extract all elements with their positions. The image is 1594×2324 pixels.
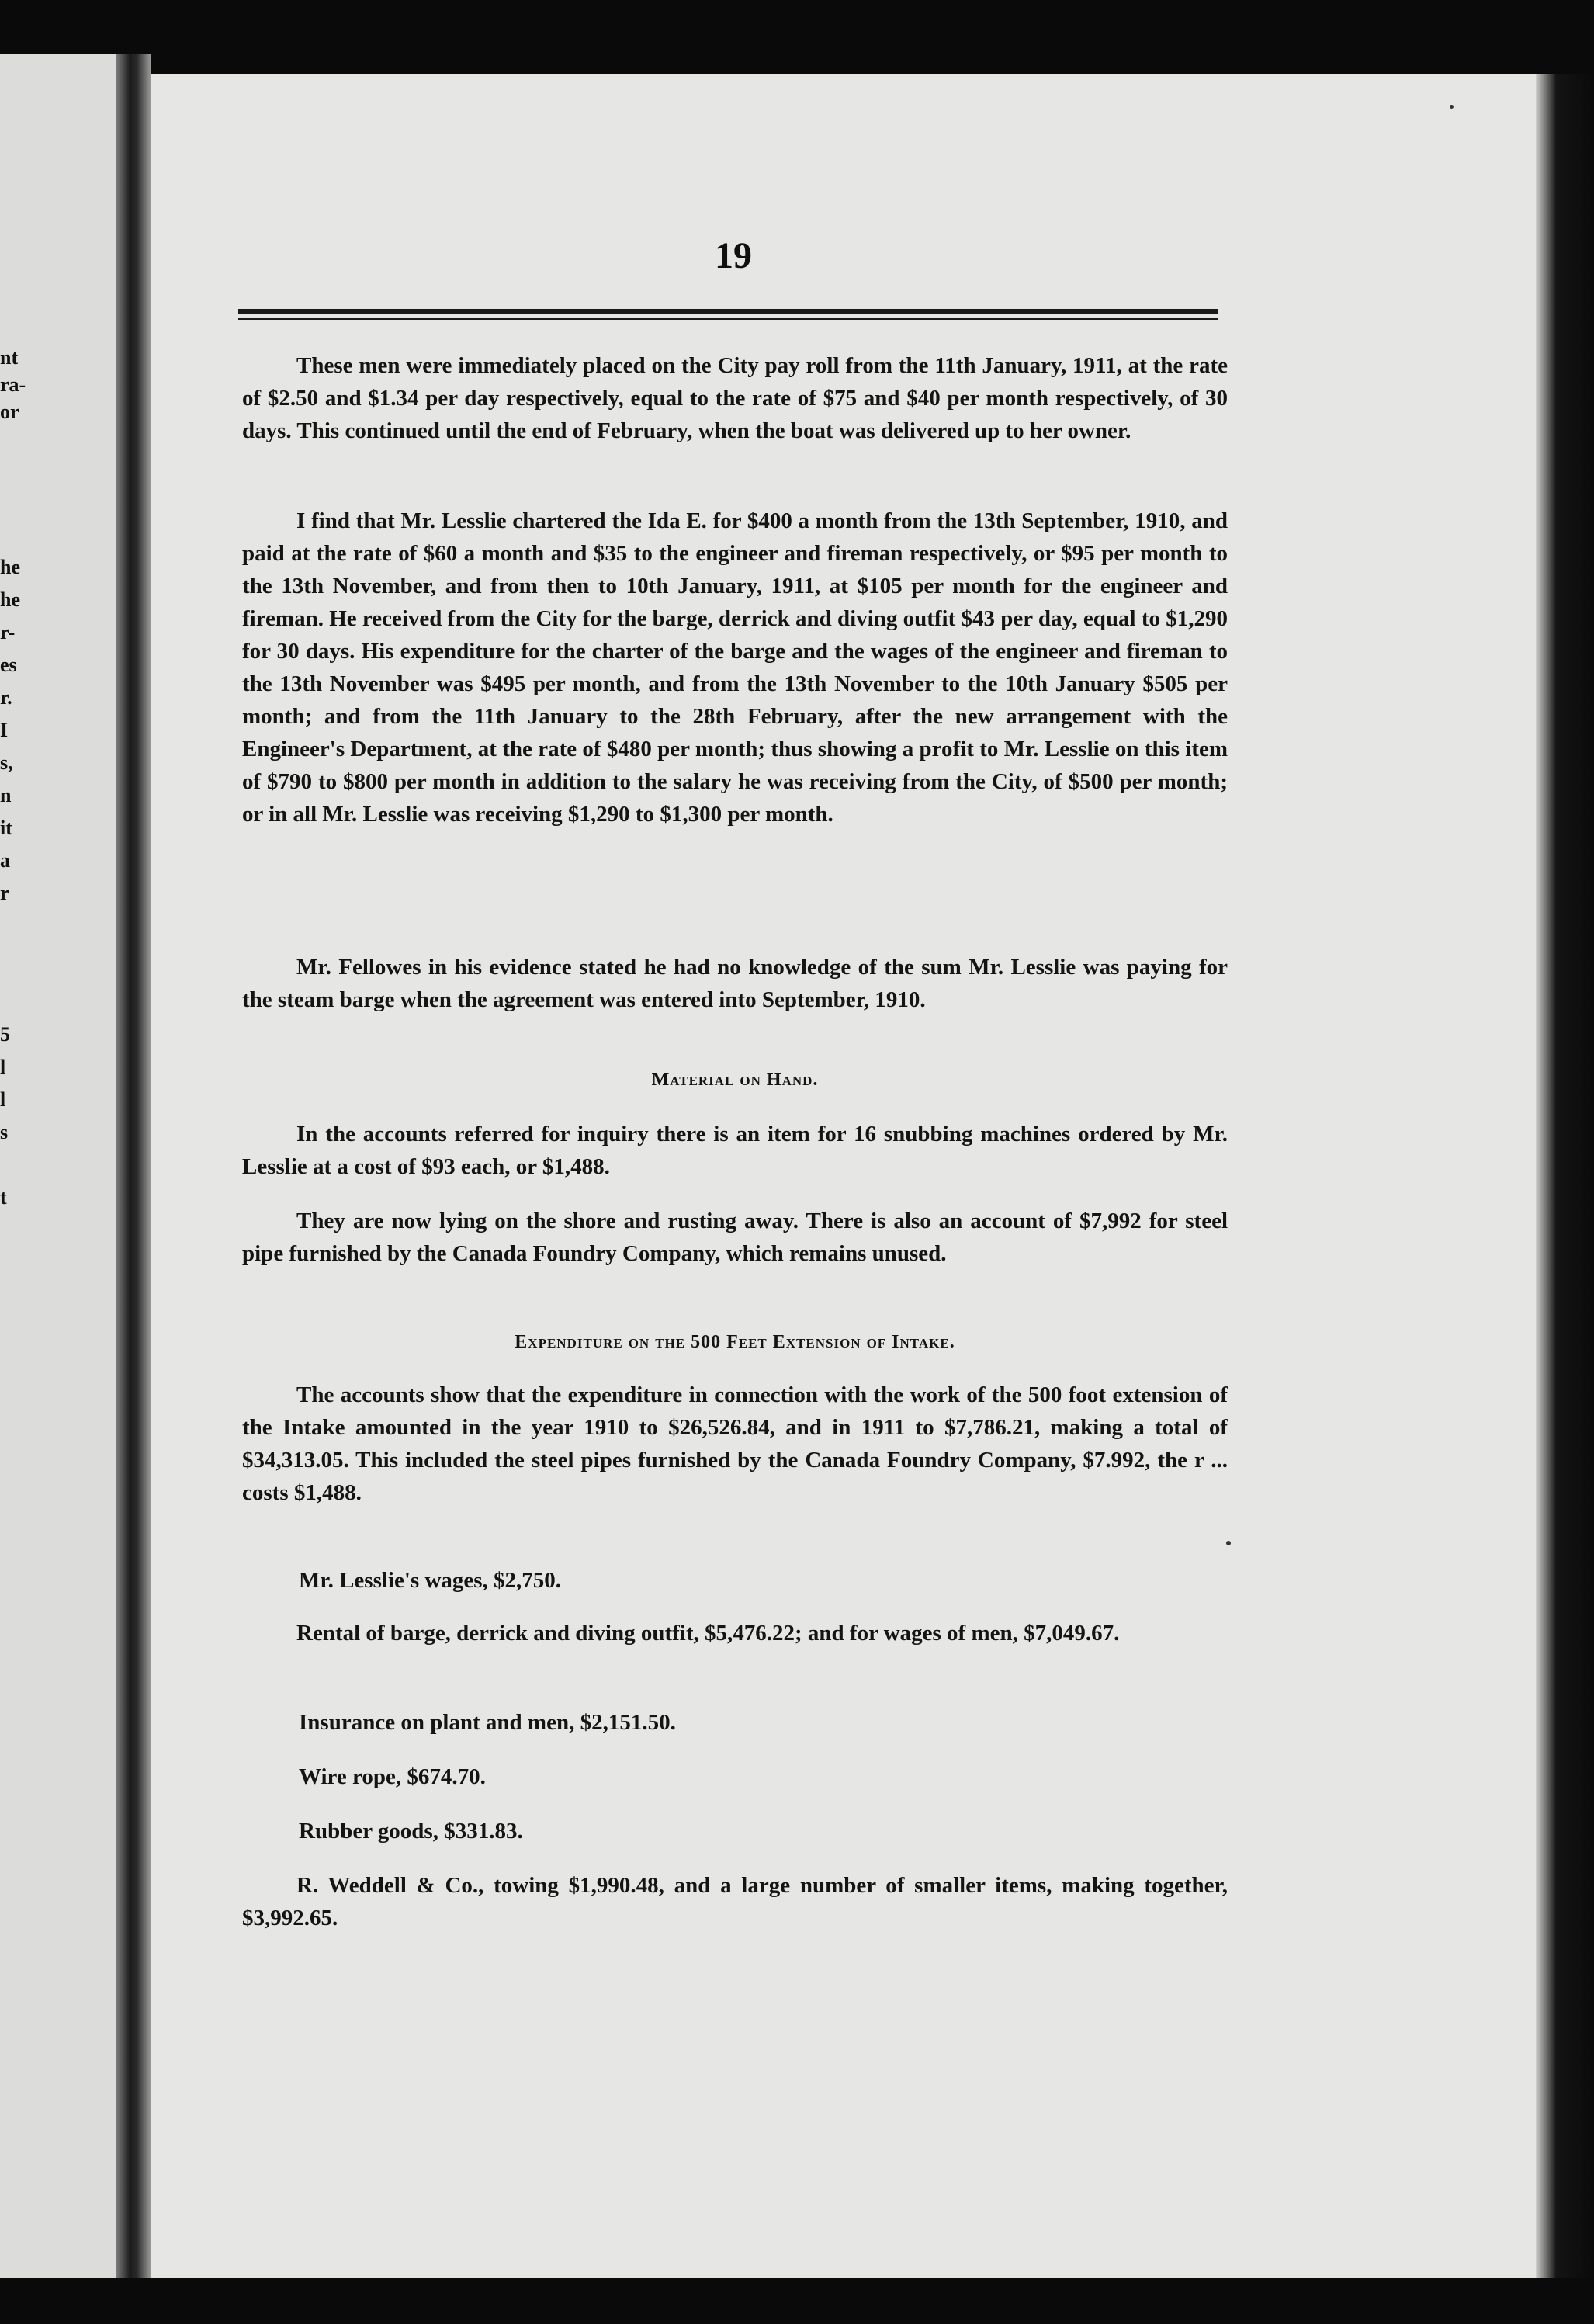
fragment: s [0,1121,9,1143]
fragment: ra- [0,373,26,396]
fragment: he [0,556,20,578]
section-heading-expenditure: Expenditure on the 500 Feet Extension of Intake. [515,1332,955,1352]
fragment: it [0,817,12,839]
item-weddell: R. Weddell & Co., towing $1,990.48, and a large number of smaller items, making together, $3,992.65. [242,1873,1228,1930]
item-rental: Rental of barge, derrick and diving outfit, $5,476.22; and for wages of men, $7,049.67. [296,1621,1120,1646]
paragraph-pay-roll: These men were immediately placed on the City pay roll from the 11th January, 1911, at the rate of $2.50 and $1.34 per day respectively, equal to the rate of $75 and $40 per month respectively, of 30 days. This continued until the end of February, when the boat was delivered up to her owner. [242,353,1228,443]
header-rule-thin [238,318,1218,320]
fragment: l [0,1088,6,1111]
book-gutter [116,54,151,2282]
item-rubber-goods: Rubber goods, $331.83. [299,1819,523,1844]
section-heading-material: Material on Hand. [651,1070,819,1090]
scan-speck [1226,1541,1231,1545]
fragment: t [0,1186,7,1209]
fragment: n [0,784,12,806]
header-rule [238,309,1218,314]
paragraph-charter: I find that Mr. Lesslie chartered the Ida E. for $400 a month from the 13th September, 1910, and paid at the rate of $60 a month and $35 to the engineer and fireman respectively, or $95 per month to the 13th November, and from then to 10th January, 1911, at $105 per month for the engineer and fireman. He received from the City for the barge, derrick and diving outfit $43 per day, equal to $1,290 for 30 days. His expenditure for the charter of the barge and the wages of the engineer and fireman to the 13th November was $495 per month, and from the 13th November to the 10th January $505 per month; and from the 11th January to the 28th February, after the new arrangement with the Engineer's Department, at the rate of $480 per month; thus showing a profit to Mr. Lesslie on this item of $790 to $800 per month in addition to the salary he was receiving from the City, of $500 per month; or in all Mr. Lesslie was receiving $1,290 to $1,300 per month. [242,508,1228,827]
fragment: nt [0,346,19,369]
scan-bottom-border [0,2278,1594,2324]
adjacent-page-strip [0,54,116,2282]
fragment: a [0,849,10,872]
page-number: 19 [715,235,752,276]
item-wire-rope: Wire rope, $674.70. [299,1764,486,1789]
fragment: r- [0,621,16,643]
paragraph-steel-pipe: They are now lying on the shore and rusting away. There is also an account of $7,992 for steel pipe furnished by the Canada Foundry Company, which remains unused. [242,1209,1228,1266]
right-page-edge [1536,74,1594,2278]
paragraph-expenditure: The accounts show that the expenditure in connection with the work of the 500 foot extension of the Intake amounted in the year 1910 to $26,526.84, and in 1911 to $7,786.21, making a total of $34,313.05. This included the steel pipes furnished by the Canada Foundry Company, $7.992, the r ... costs $1,488. [242,1382,1228,1505]
fragment: he [0,588,20,611]
scan-top-border [0,0,1594,78]
fragment: I [0,719,9,741]
fragment: r [0,882,9,904]
item-wages: Mr. Lesslie's wages, $2,750. [299,1568,562,1593]
fragment: l [0,1056,6,1078]
fragment: 5 [0,1023,10,1046]
paragraph-fellowes: Mr. Fellowes in his evidence stated he had no knowledge of the sum Mr. Lesslie was paying for the steam barge when the agreement was entered into September, 1910. [242,955,1228,1012]
item-insurance: Insurance on plant and men, $2,151.50. [299,1710,676,1735]
paragraph-snubbing: In the accounts referred for inquiry there is an item for 16 snubbing machines ordered by Mr. Lesslie at a cost of $93 each, or $1,488. [242,1122,1228,1179]
fragment: es [0,654,17,676]
fragment: r. [0,686,12,709]
fragment: s, [0,751,13,774]
scan-speck [1450,105,1454,109]
fragment: or [0,401,19,423]
